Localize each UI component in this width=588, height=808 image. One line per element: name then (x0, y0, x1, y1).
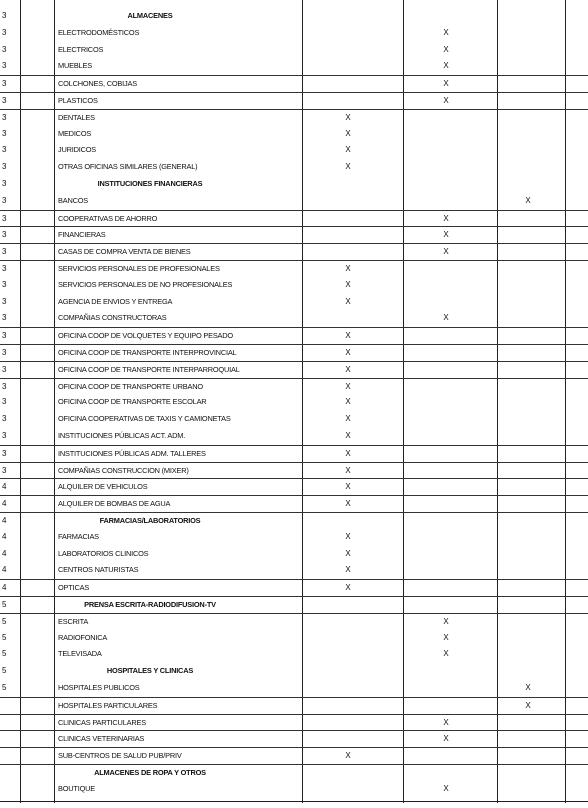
item-name: ELECTRICOS (58, 44, 104, 54)
category-cell: 5 (2, 632, 7, 642)
category-cell: 3 (2, 247, 7, 257)
mark-col2: X (443, 616, 449, 626)
section-title: HOSPITALES Y CLINICAS (106, 666, 194, 676)
mark-col1: X (345, 296, 351, 306)
section-header-row (0, 596, 588, 614)
mark-col2: X (443, 96, 449, 105)
category-cell: 3 (2, 264, 7, 273)
table-row (0, 361, 588, 379)
item-name: COLCHONES, COBIJAS (58, 79, 137, 89)
category-cell: 4 (2, 516, 7, 525)
mark-col2: X (443, 230, 449, 240)
item-name: OFICINA COOP DE TRANSPORTE INTERPROVINCIAL (58, 348, 237, 357)
table-row (0, 210, 588, 228)
item-name: HOSPITALES PUBLICOS (58, 683, 140, 692)
table-row (0, 42, 588, 59)
mark-col1: X (345, 499, 351, 509)
item-name: MUEBLES (58, 61, 92, 71)
table-row (0, 58, 588, 75)
category-cell: 4 (2, 548, 7, 558)
category-cell: 3 (2, 179, 7, 188)
category-cell: 3 (2, 96, 7, 105)
category-cell: 3 (2, 414, 7, 424)
item-name: CENTROS NATURISTAS (58, 565, 139, 575)
section-title: ALMACENES (127, 11, 173, 20)
item-name: LABORATORIOS CLINICOS (58, 548, 149, 558)
mark-col1: X (345, 348, 351, 357)
table-row (0, 562, 588, 579)
table-row (0, 243, 588, 261)
mark-col1: X (345, 264, 351, 273)
category-cell: 3 (2, 79, 7, 89)
item-name: COMPAÑIAS CONSTRUCTORAS (58, 313, 167, 323)
section-title: INSTITUCIONES FINANCIERAS (97, 179, 203, 188)
table-row (0, 394, 588, 411)
item-name: HOSPITALES PARTICULARES (58, 700, 158, 710)
table-row (0, 294, 588, 311)
item-name: DENTALES (58, 112, 95, 122)
table-row (0, 546, 588, 563)
mark-col2: X (443, 313, 449, 323)
table-row (0, 445, 588, 463)
table-row (0, 193, 588, 210)
category-cell: 3 (2, 397, 7, 407)
category-cell: 3 (2, 195, 7, 205)
table-row (0, 411, 588, 428)
mark-col2: X (443, 27, 449, 37)
mark-col3: X (525, 195, 531, 205)
category-cell: 5 (2, 649, 7, 659)
category-cell: 3 (2, 145, 7, 155)
item-name: FARMACIAS (58, 531, 99, 541)
mark-col1: X (345, 548, 351, 558)
section-title: PRENSA ESCRITA-RADIODIFUSION-TV (84, 600, 216, 609)
table-row (0, 378, 588, 396)
mark-col1: X (345, 381, 351, 391)
table-row (0, 579, 588, 597)
table-row (0, 697, 588, 715)
mark-col2: X (443, 61, 449, 71)
mark-col1: X (345, 112, 351, 122)
table-row (0, 75, 588, 93)
item-name: OTRAS OFICINAS SIMILARES (GENERAL) (58, 162, 198, 172)
table-row (0, 680, 588, 697)
table-bottom-border (0, 801, 588, 802)
category-cell: 5 (2, 683, 7, 692)
item-name: OPTICAS (58, 583, 90, 593)
item-name: OFICINA COOPERATIVAS DE TAXIS Y CAMIONETAS (58, 414, 231, 424)
item-name: ELECTRODOMÉSTICOS (58, 27, 140, 37)
table-row (0, 714, 588, 732)
category-cell: 3 (2, 230, 7, 240)
category-cell: 3 (2, 465, 7, 475)
mark-col2: X (443, 734, 449, 744)
table-row (0, 747, 588, 765)
category-cell: 5 (2, 600, 7, 609)
mark-col2: X (443, 44, 449, 54)
category-cell: 3 (2, 128, 7, 138)
mark-col1: X (345, 128, 351, 138)
table-row (0, 25, 588, 42)
category-cell: 3 (2, 61, 7, 71)
item-name: TELEVISADA (58, 649, 102, 659)
item-name: OFICINA COOP DE VOLQUETES Y EQUIPO PESADO (58, 331, 233, 341)
mark-col1: X (345, 751, 351, 761)
mark-col2: X (443, 247, 449, 257)
category-cell: 4 (2, 482, 7, 492)
category-cell: 3 (2, 448, 7, 458)
mark-col1: X (345, 482, 351, 492)
item-name: JURIDICOS (58, 145, 97, 155)
category-cell: 3 (2, 431, 7, 440)
category-cell: 3 (2, 296, 7, 306)
mark-col2: X (443, 717, 449, 727)
category-cell: 5 (2, 666, 7, 676)
table-row (0, 646, 588, 663)
section-header-row (0, 764, 588, 782)
table-row (0, 529, 588, 546)
mark-col1: X (345, 162, 351, 172)
item-name: CLINICAS PARTICULARES (58, 717, 146, 727)
item-name: COMPAÑIAS CONSTRUCCION (MIXER) (58, 465, 189, 475)
table-row (0, 159, 588, 176)
category-cell: 4 (2, 583, 7, 593)
table-row (0, 495, 588, 513)
item-name: BOUTIQUE (58, 783, 95, 793)
section-header-row (0, 663, 588, 680)
category-cell: 3 (2, 213, 7, 223)
mark-col2: X (443, 79, 449, 89)
mark-col1: X (345, 531, 351, 541)
item-name: SERVICIOS PERSONALES DE PROFESIONALES (58, 264, 220, 273)
section-header-row (0, 512, 588, 530)
item-name: OFICINA COOP DE TRANSPORTE INTERPARROQUIAL (58, 364, 240, 374)
item-name: ALQUILER DE VEHICULOS (58, 482, 148, 492)
category-cell: 3 (2, 364, 7, 374)
category-cell: 3 (2, 348, 7, 357)
section-header-row (0, 176, 588, 193)
table-row (0, 260, 588, 278)
item-name: ALQUILER DE BOMBAS DE AGUA (58, 499, 171, 509)
item-name: AGENCIA DE ENVIOS Y ENTREGA (58, 296, 173, 306)
mark-col1: X (345, 431, 351, 440)
item-name: COOPERATIVAS DE AHORRO (58, 213, 158, 223)
table-row (0, 310, 588, 327)
section-title: ALMACENES DE ROPA Y OTROS (94, 768, 206, 777)
category-cell: 4 (2, 531, 7, 541)
item-name: RADIOFONICA (58, 632, 108, 642)
item-name: SERVICIOS PERSONALES DE NO PROFESIONALES (58, 279, 233, 289)
table-row (0, 781, 588, 798)
mark-col1: X (345, 397, 351, 407)
table-row (0, 277, 588, 294)
category-cell: 3 (2, 44, 7, 54)
table-row (0, 462, 588, 480)
mark-col3: X (525, 700, 531, 710)
item-name: SUB-CENTROS DE SALUD PUB/PRIV (58, 751, 182, 761)
table-row (0, 92, 588, 110)
mark-col2: X (443, 649, 449, 659)
mark-col1: X (345, 145, 351, 155)
table-row (0, 428, 588, 445)
item-name: FINANCIERAS (58, 230, 106, 240)
category-cell: 3 (2, 162, 7, 172)
table-row (0, 730, 588, 748)
category-cell: 3 (2, 27, 7, 37)
category-cell: 3 (2, 381, 7, 391)
mark-col1: X (345, 465, 351, 475)
mark-col1: X (345, 364, 351, 374)
category-cell: 3 (2, 279, 7, 289)
item-name: OFICINA COOP DE TRANSPORTE ESCOLAR (58, 397, 207, 407)
mark-col1: X (345, 414, 351, 424)
mark-col1: X (345, 279, 351, 289)
table-row (0, 126, 588, 143)
item-name: PLASTICOS (58, 96, 98, 105)
table-row (0, 109, 588, 127)
item-name: ESCRITA (58, 616, 89, 626)
section-title: FARMACIAS/LABORATORIOS (99, 516, 201, 525)
mark-col2: X (443, 632, 449, 642)
table-row (0, 478, 588, 496)
table-row (0, 327, 588, 345)
category-cell: 3 (2, 112, 7, 122)
mark-col1: X (345, 565, 351, 575)
item-name: CLINICAS VETERINARIAS (58, 734, 145, 744)
mark-col2: X (443, 783, 449, 793)
mark-col3: X (525, 683, 531, 692)
item-name: OFICINA COOP DE TRANSPORTE URBANO (58, 381, 203, 391)
item-name: INSTITUCIONES PÚBLICAS ACT. ADM. (58, 431, 186, 440)
table-row (0, 142, 588, 159)
category-cell: 5 (2, 616, 7, 626)
item-name: INSTITUCIONES PÚBLICAS ADM. TALLERES (58, 448, 206, 458)
table-row (0, 630, 588, 647)
table-row (0, 344, 588, 362)
mark-col1: X (345, 448, 351, 458)
item-name: BANCOS (58, 195, 89, 205)
item-name: CASAS DE COMPRA VENTA DE BIENES (58, 247, 191, 257)
category-cell: 4 (2, 565, 7, 575)
category-cell: 4 (2, 499, 7, 509)
item-name: MEDICOS (58, 128, 92, 138)
table-row (0, 613, 588, 631)
category-cell: 3 (2, 313, 7, 323)
category-cell: 3 (2, 11, 7, 20)
mark-col2: X (443, 213, 449, 223)
table-row (0, 226, 588, 244)
category-cell: 3 (2, 331, 7, 341)
mark-col1: X (345, 583, 351, 593)
mark-col1: X (345, 331, 351, 341)
section-header-row (0, 8, 588, 25)
